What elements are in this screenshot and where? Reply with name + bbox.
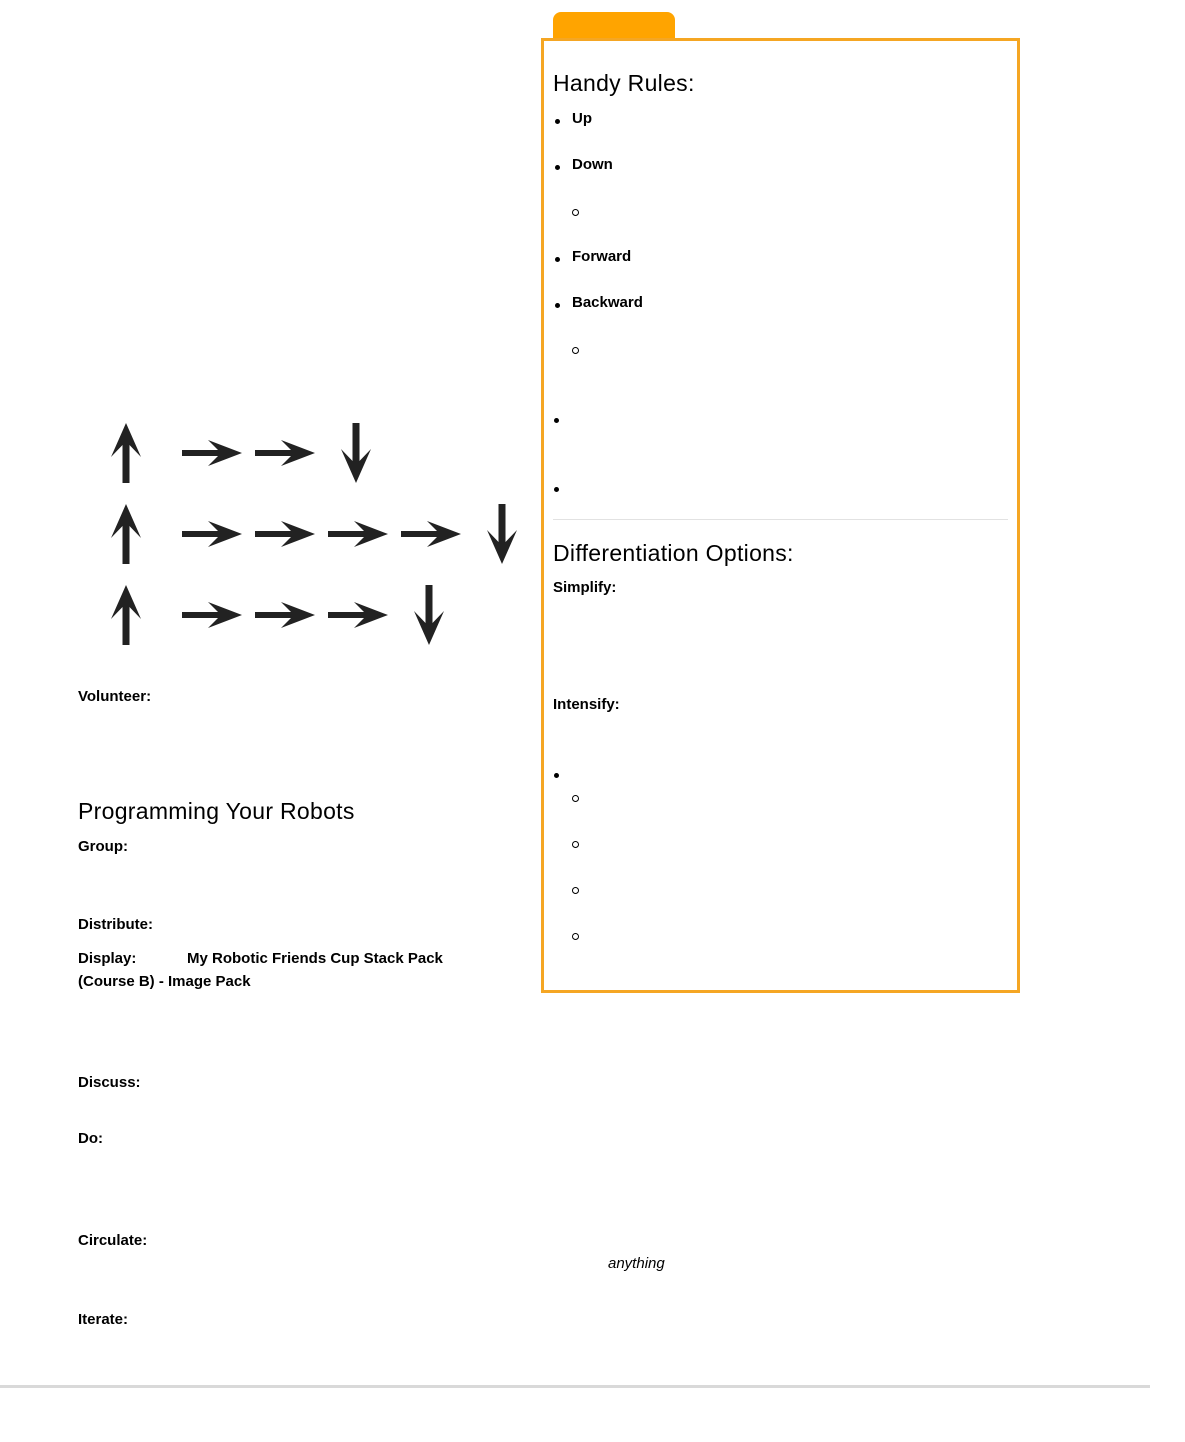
arrow-right-icon xyxy=(328,602,388,628)
arrow-up-icon xyxy=(111,504,141,564)
arrow-right-icon xyxy=(182,521,242,547)
arrow-up-icon xyxy=(111,585,141,645)
bullet-icon xyxy=(555,303,560,308)
rule-backward: Backward xyxy=(572,294,643,311)
iterate-label: Iterate: xyxy=(78,1311,129,1328)
arrow-right-icon xyxy=(182,602,242,628)
volunteer-label: Volunteer: xyxy=(78,688,152,705)
bullet-icon xyxy=(554,487,559,492)
arrow-right-icon xyxy=(255,440,315,466)
arrow-right-icon xyxy=(255,521,315,547)
sub-bullet-icon xyxy=(572,933,579,940)
sub-bullet-icon xyxy=(572,887,579,894)
bullet-icon xyxy=(555,119,560,124)
sub-bullet-icon xyxy=(572,209,579,216)
distribute-label: Distribute: xyxy=(78,916,153,933)
arrow-right-icon xyxy=(328,521,388,547)
differentiation-title: Differentiation Options: xyxy=(553,540,794,566)
arrow-right-icon xyxy=(401,521,461,547)
bullet-icon xyxy=(554,773,559,778)
image-pack-link[interactable]: My Robotic Friends Cup Stack Pack xyxy=(187,950,443,967)
arrow-right-icon xyxy=(255,602,315,628)
panel-divider xyxy=(553,519,1008,520)
intensify-label: Intensify: xyxy=(553,696,620,713)
simplify-label: Simplify: xyxy=(553,579,617,596)
sub-bullet-icon xyxy=(572,347,579,354)
arrow-right-icon xyxy=(182,440,242,466)
circulate-label: Circulate: xyxy=(78,1232,148,1249)
bullet-icon xyxy=(555,165,560,170)
rule-down: Down xyxy=(572,156,613,173)
arrow-down-icon xyxy=(487,504,517,564)
image-pack-link-continued[interactable]: (Course B) - Image Pack xyxy=(78,973,251,990)
discuss-label: Discuss: xyxy=(78,1074,141,1091)
circulate-emphasis: anything xyxy=(608,1255,665,1272)
bullet-icon xyxy=(554,418,559,423)
group-label: Group: xyxy=(78,838,128,855)
arrow-down-icon xyxy=(341,423,371,483)
arrow-down-icon xyxy=(414,585,444,645)
rule-forward: Forward xyxy=(572,248,632,265)
sub-bullet-icon xyxy=(572,841,579,848)
sub-bullet-icon xyxy=(572,795,579,802)
tip-panel xyxy=(541,38,1020,993)
do-label: Do: xyxy=(78,1130,103,1147)
section-title: Programming Your Robots xyxy=(78,798,355,824)
rule-up: Up xyxy=(572,110,592,127)
bullet-icon xyxy=(555,257,560,262)
footer-rule xyxy=(0,1385,1150,1388)
arrow-up-icon xyxy=(111,423,141,483)
handy-rules-title: Handy Rules: xyxy=(553,70,695,96)
display-label: Display: xyxy=(78,950,137,967)
arrow-program-image xyxy=(78,400,534,668)
